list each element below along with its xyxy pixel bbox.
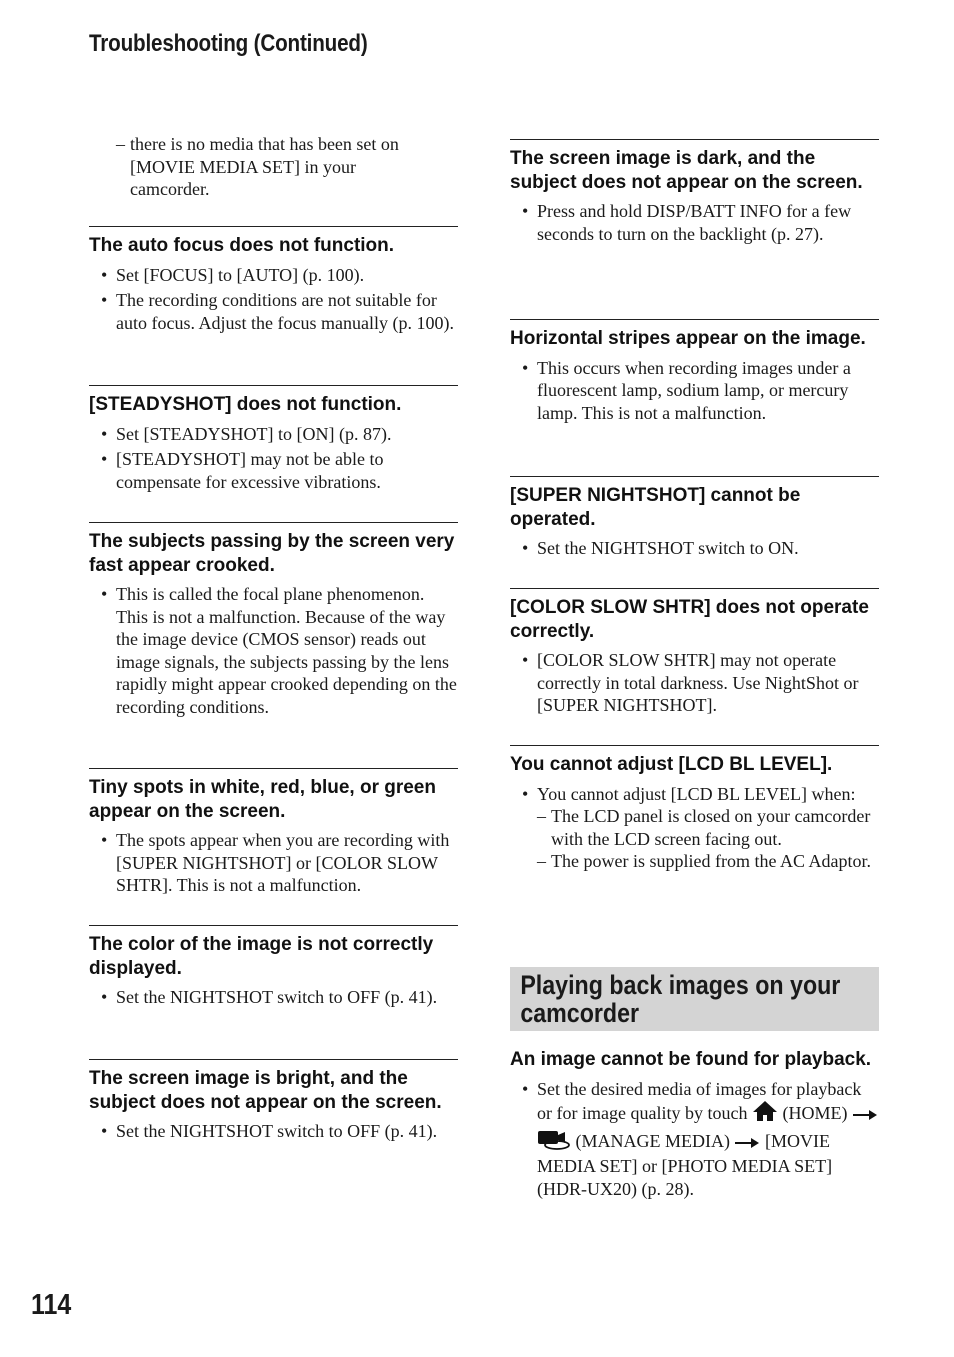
bullet-list (510, 357, 879, 425)
section-band-playback (510, 967, 879, 1031)
section-image-not-found (510, 1041, 879, 1203)
section-color-slow-shtr (510, 588, 879, 720)
section-screen-bright (89, 1059, 458, 1146)
band-title: Playing back images on your camcorder (520, 970, 841, 1028)
section-title: An image cannot be found for playback. (510, 1049, 872, 1070)
section-super-nightshot (510, 476, 879, 563)
manage-media-icon (537, 1128, 571, 1156)
bullet-list (89, 829, 458, 897)
manage-media-label: (MANAGE MEDIA) (575, 1130, 730, 1151)
continuation-item: – there is no media that has been set on [MOVIE MEDIA SET] in your camcorder. (116, 133, 436, 201)
section-title: Tiny spots in white, red, blue, or green appear on the screen. (89, 777, 436, 822)
list-item: • Press and hold DISP/BATT INFO for a few seconds to turn on the backlight (p. 27). (510, 200, 879, 245)
home-label: (HOME) (782, 1103, 848, 1123)
instruction-text: Set the desired media of images for playback or for image quality by touch (537, 1078, 862, 1123)
bullet-list (89, 423, 458, 494)
section-horizontal-stripes (510, 319, 879, 427)
section-title: You cannot adjust [LCD BL LEVEL]. (510, 754, 833, 775)
bullet-list (89, 1120, 458, 1143)
list-item: • The spots appear when you are recording with [SUPER NIGHTSHOT] or [COLOR SLOW SHTR]. This is not a malfunction. (89, 829, 458, 897)
section-lcd-bl-level (510, 745, 879, 873)
running-header: Troubleshooting (Continued) (89, 30, 368, 57)
section-color-incorrect (89, 925, 458, 1012)
bullet-list (510, 537, 879, 560)
list-item (510, 1078, 879, 1201)
section-screen-dark (510, 139, 879, 248)
arrow-right-icon (734, 1133, 760, 1156)
section-title: [SUPER NIGHTSHOT] cannot be operated. (510, 485, 801, 530)
section-title: The screen image is dark, and the subject does not appear on the screen. (510, 148, 863, 193)
section-title: The subjects passing by the screen very fast appear crooked. (89, 531, 455, 576)
section-title: The color of the image is not correctly displayed. (89, 934, 434, 979)
list-item: • This occurs when recording images under a fluorescent lamp, sodium lamp, or mercury lamp. This is not a malfunction. (510, 357, 879, 425)
arrow-right-icon (852, 1105, 878, 1128)
bullet-list (510, 200, 879, 245)
list-item (510, 783, 879, 873)
bullet-list (89, 264, 458, 335)
list-item: • [STEADYSHOT] may not be able to compensate for excessive vibrations. (89, 448, 458, 493)
section-title: The auto focus does not function. (89, 235, 395, 256)
page-number: 114 (31, 1289, 72, 1321)
list-item: • Set the NIGHTSHOT switch to ON. (510, 537, 879, 560)
list-item: • [COLOR SLOW SHTR] may not operate correctly in total darkness. Use NightShot or [SUPER NIGHTSHOT]. (510, 649, 879, 717)
section-title: Horizontal stripes appear on the image. (510, 328, 866, 349)
list-item: • Set the NIGHTSHOT switch to OFF (p. 41). (89, 986, 458, 1009)
list-item: • Set [STEADYSHOT] to [ON] (p. 87). (89, 423, 458, 446)
section-steadyshot (89, 385, 458, 496)
continuation-list (116, 133, 436, 201)
list-item: • The recording conditions are not suitable for auto focus. Adjust the focus manually (p. 100). (89, 289, 458, 334)
list-item: • Set the NIGHTSHOT switch to OFF (p. 41). (89, 1120, 458, 1143)
instruction-text-end: [MOVIE MEDIA SET] or [PHOTO MEDIA SET] (HDR-UX20) (p. 28). (537, 1130, 833, 1199)
sub-list-item: – The LCD panel is closed on your camcorder with the LCD screen facing out. (537, 805, 879, 850)
bullet-list (89, 583, 458, 718)
home-icon (752, 1100, 778, 1128)
list-item: • This is called the focal plane phenomenon. This is not a malfunction. Because of the way the image device (CMOS sensor) reads out image signals, the subjects passing by the lens rapidly might appear crooked depending on the recording conditions. (89, 583, 458, 718)
sub-list (537, 805, 879, 873)
bullet-list (510, 1078, 879, 1201)
section-auto-focus (89, 226, 458, 337)
section-tiny-spots (89, 768, 458, 900)
bullet-list (89, 986, 458, 1009)
section-title: [STEADYSHOT] does not function. (89, 394, 402, 415)
list-item-text: You cannot adjust [LCD BL LEVEL] when: (537, 783, 856, 804)
section-title: The screen image is bright, and the subject does not appear on the screen. (89, 1068, 442, 1113)
list-item: • Set [FOCUS] to [AUTO] (p. 100). (89, 264, 458, 287)
bullet-list (510, 783, 879, 873)
sub-list-item: – The power is supplied from the AC Adaptor. (537, 850, 879, 873)
section-crooked-subjects (89, 522, 458, 721)
bullet-list (510, 649, 879, 717)
section-title: [COLOR SLOW SHTR] does not operate correctly. (510, 597, 869, 642)
